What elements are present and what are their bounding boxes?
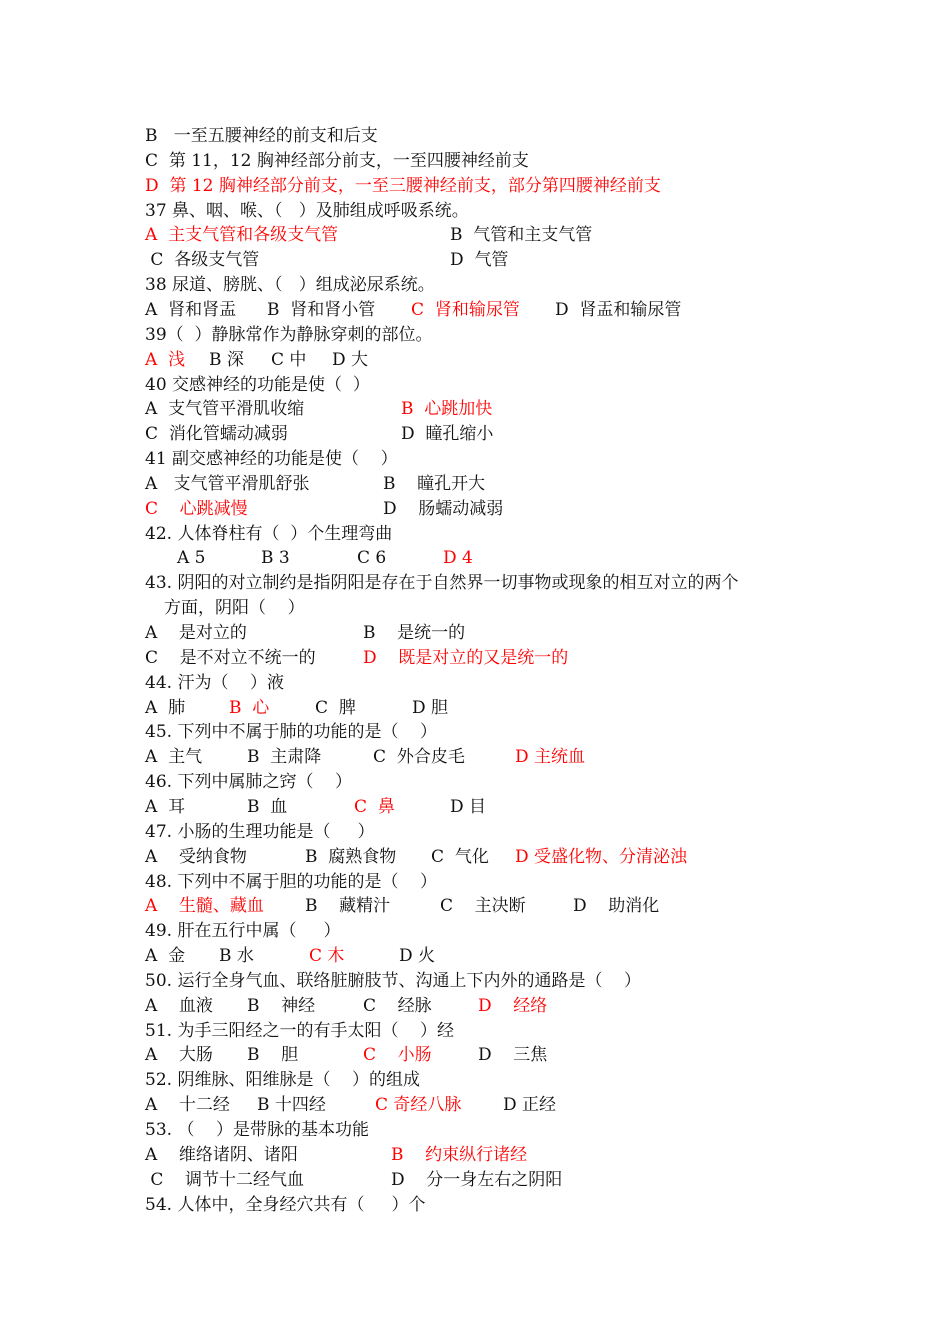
text-segment: 49. 肝在五行中属（ ）	[145, 921, 341, 942]
text-segment: 41 副交感神经的功能是使（ ）	[145, 449, 398, 470]
text-segment: 39（ ）静脉常作为静脉穿刺的部位。	[145, 324, 433, 345]
text-segment: C 各级支气管	[145, 250, 260, 271]
answer-text: C 小肠	[363, 1045, 432, 1066]
text-segment: D 胆	[412, 697, 449, 718]
text-segment: B 一至五腰神经的前支和后支	[145, 126, 378, 146]
text-segment: A 十二经	[145, 1095, 230, 1116]
text-segment: D 助消化	[573, 896, 660, 917]
text-segment: D 肾盂和输尿管	[555, 299, 682, 320]
answer-text: C 木	[309, 946, 345, 967]
text-segment: A 金	[145, 946, 186, 967]
text-segment: 42. 人体脊柱有（ ）个生理弯曲	[145, 523, 393, 544]
answer-text: D 4	[443, 548, 473, 569]
text-segment: D 大	[332, 349, 369, 370]
text-segment: 53. （ ）是带脉的基本功能	[145, 1120, 370, 1140]
text-segment: D 三焦	[478, 1045, 548, 1066]
text-segment: 方面，阴阳（ ）	[164, 598, 305, 619]
answer-text: B 心跳加快	[401, 399, 493, 420]
text-segment: B 是统一的	[363, 623, 466, 643]
text-segment: A 是对立的	[145, 623, 247, 643]
text-segment: D 瞳孔缩小	[401, 424, 494, 445]
text-segment: B 气管和主支气管	[450, 225, 593, 246]
text-segment: C 第 11，12 胸神经部分前支，一至四腰神经前支	[145, 150, 529, 171]
text-segment: 48. 下列中不属于胆的功能的是（ ）	[145, 871, 438, 892]
text-segment: A 受纳食物	[145, 846, 247, 867]
text-segment: 38 尿道、膀胱、（ ）组成泌尿系统。	[145, 275, 435, 296]
text-segment: A 支气管平滑肌收缩	[145, 399, 305, 420]
text-segment: C 消化管蠕动减弱	[145, 424, 288, 445]
text-segment: B 深	[209, 349, 244, 370]
answer-text: D 主统血	[515, 747, 586, 768]
text-segment: 54. 人体中，全身经穴共有（ ）个	[145, 1194, 426, 1215]
text-segment: A 维络诸阴、诸阳	[145, 1144, 298, 1165]
text-segment: A 5	[177, 548, 206, 569]
text-segment: A 肾和肾盂	[145, 299, 237, 320]
text-segment: A 支气管平滑肌舒张	[145, 473, 310, 494]
text-segment: A 耳	[145, 796, 186, 817]
text-segment: 47. 小肠的生理功能是（ ）	[145, 821, 375, 842]
text-segment: 44. 汗为（ ）液	[145, 672, 285, 693]
text-segment: D 分一身左右之阴阳	[391, 1169, 563, 1190]
text-segment: A 主气	[145, 747, 203, 768]
text-segment: 45. 下列中不属于肺的功能的是（ ）	[145, 722, 438, 743]
text-segment: D 正经	[503, 1095, 557, 1116]
answer-text: A 生髓、藏血	[145, 896, 264, 917]
text-segment: 51. 为手三阳经之一的有手太阳（ ）经	[145, 1020, 455, 1041]
text-segment: C 外合皮毛	[373, 747, 465, 768]
text-segment: B 瞳孔开大	[383, 473, 486, 494]
answer-text: A 主支气管和各级支气管	[145, 225, 339, 246]
text-segment: B 神经	[247, 995, 316, 1016]
answer-text: D 第 12 胸神经部分前支，一至三腰神经前支，部分第四腰神经前支	[145, 175, 661, 196]
text-segment: 43. 阴阳的对立制约是指阴阳是存在于自然界一切事物或现象的相互对立的两个	[145, 573, 739, 594]
answer-text: A 浅	[145, 349, 186, 370]
answer-text: B 约束纵行诸经	[391, 1144, 528, 1165]
text-segment: B 3	[261, 548, 290, 569]
text-segment: B 主肃降	[247, 747, 322, 768]
text-segment: D 目	[450, 796, 487, 817]
text-segment: C 是不对立不统一的	[145, 647, 316, 668]
text-segment: 52. 阴维脉、阳维脉是（ ）的组成	[145, 1070, 421, 1091]
text-segment: 37 鼻、咽、喉、（ ）及肺组成呼吸系统。	[145, 200, 469, 221]
answer-text: D 既是对立的又是统一的	[363, 647, 569, 668]
text-segment: 46. 下列中属肺之窍（ ）	[145, 772, 353, 793]
text-segment: B 胆	[247, 1045, 299, 1066]
text-segment: C 脾	[315, 697, 356, 718]
text-segment: B 血	[247, 796, 288, 817]
text-segment: 50. 运行全身气血、联络脏腑肢节、沟通上下内外的通路是（ ）	[145, 970, 642, 991]
answer-text: D 受盛化物、分清泌浊	[515, 846, 688, 867]
text-segment: B 藏精汁	[305, 896, 391, 917]
text-segment: D 肠蠕动减弱	[383, 498, 504, 519]
text-segment: D 气管	[450, 250, 509, 271]
text-segment: B 肾和肾小管	[267, 299, 376, 320]
text-segment: C 6	[357, 548, 387, 569]
text-segment: B 十四经	[257, 1095, 326, 1116]
text-segment: 40 交感神经的功能是使（ ）	[145, 374, 370, 395]
text-segment: B 水	[219, 946, 254, 967]
text-segment: A 血液	[145, 995, 213, 1016]
text-segment: B 腐熟食物	[305, 846, 397, 867]
text-segment: C 调节十二经气血	[145, 1169, 305, 1190]
answer-text: C 心跳减慢	[145, 498, 248, 519]
answer-text: C 肾和输尿管	[411, 299, 520, 320]
text-segment: A 肺	[145, 697, 186, 718]
text-segment: C 气化	[431, 846, 489, 867]
answer-text: D 经络	[478, 995, 548, 1016]
answer-text: C 鼻	[354, 796, 395, 817]
text-segment: D 火	[399, 946, 436, 967]
text-segment: C 中	[271, 349, 307, 370]
text-segment: C 经脉	[363, 995, 432, 1016]
text-segment: A 大肠	[145, 1045, 213, 1066]
answer-text: B 心	[229, 697, 270, 718]
text-segment: C 主决断	[440, 896, 526, 917]
answer-text: C 奇经八脉	[375, 1095, 462, 1116]
